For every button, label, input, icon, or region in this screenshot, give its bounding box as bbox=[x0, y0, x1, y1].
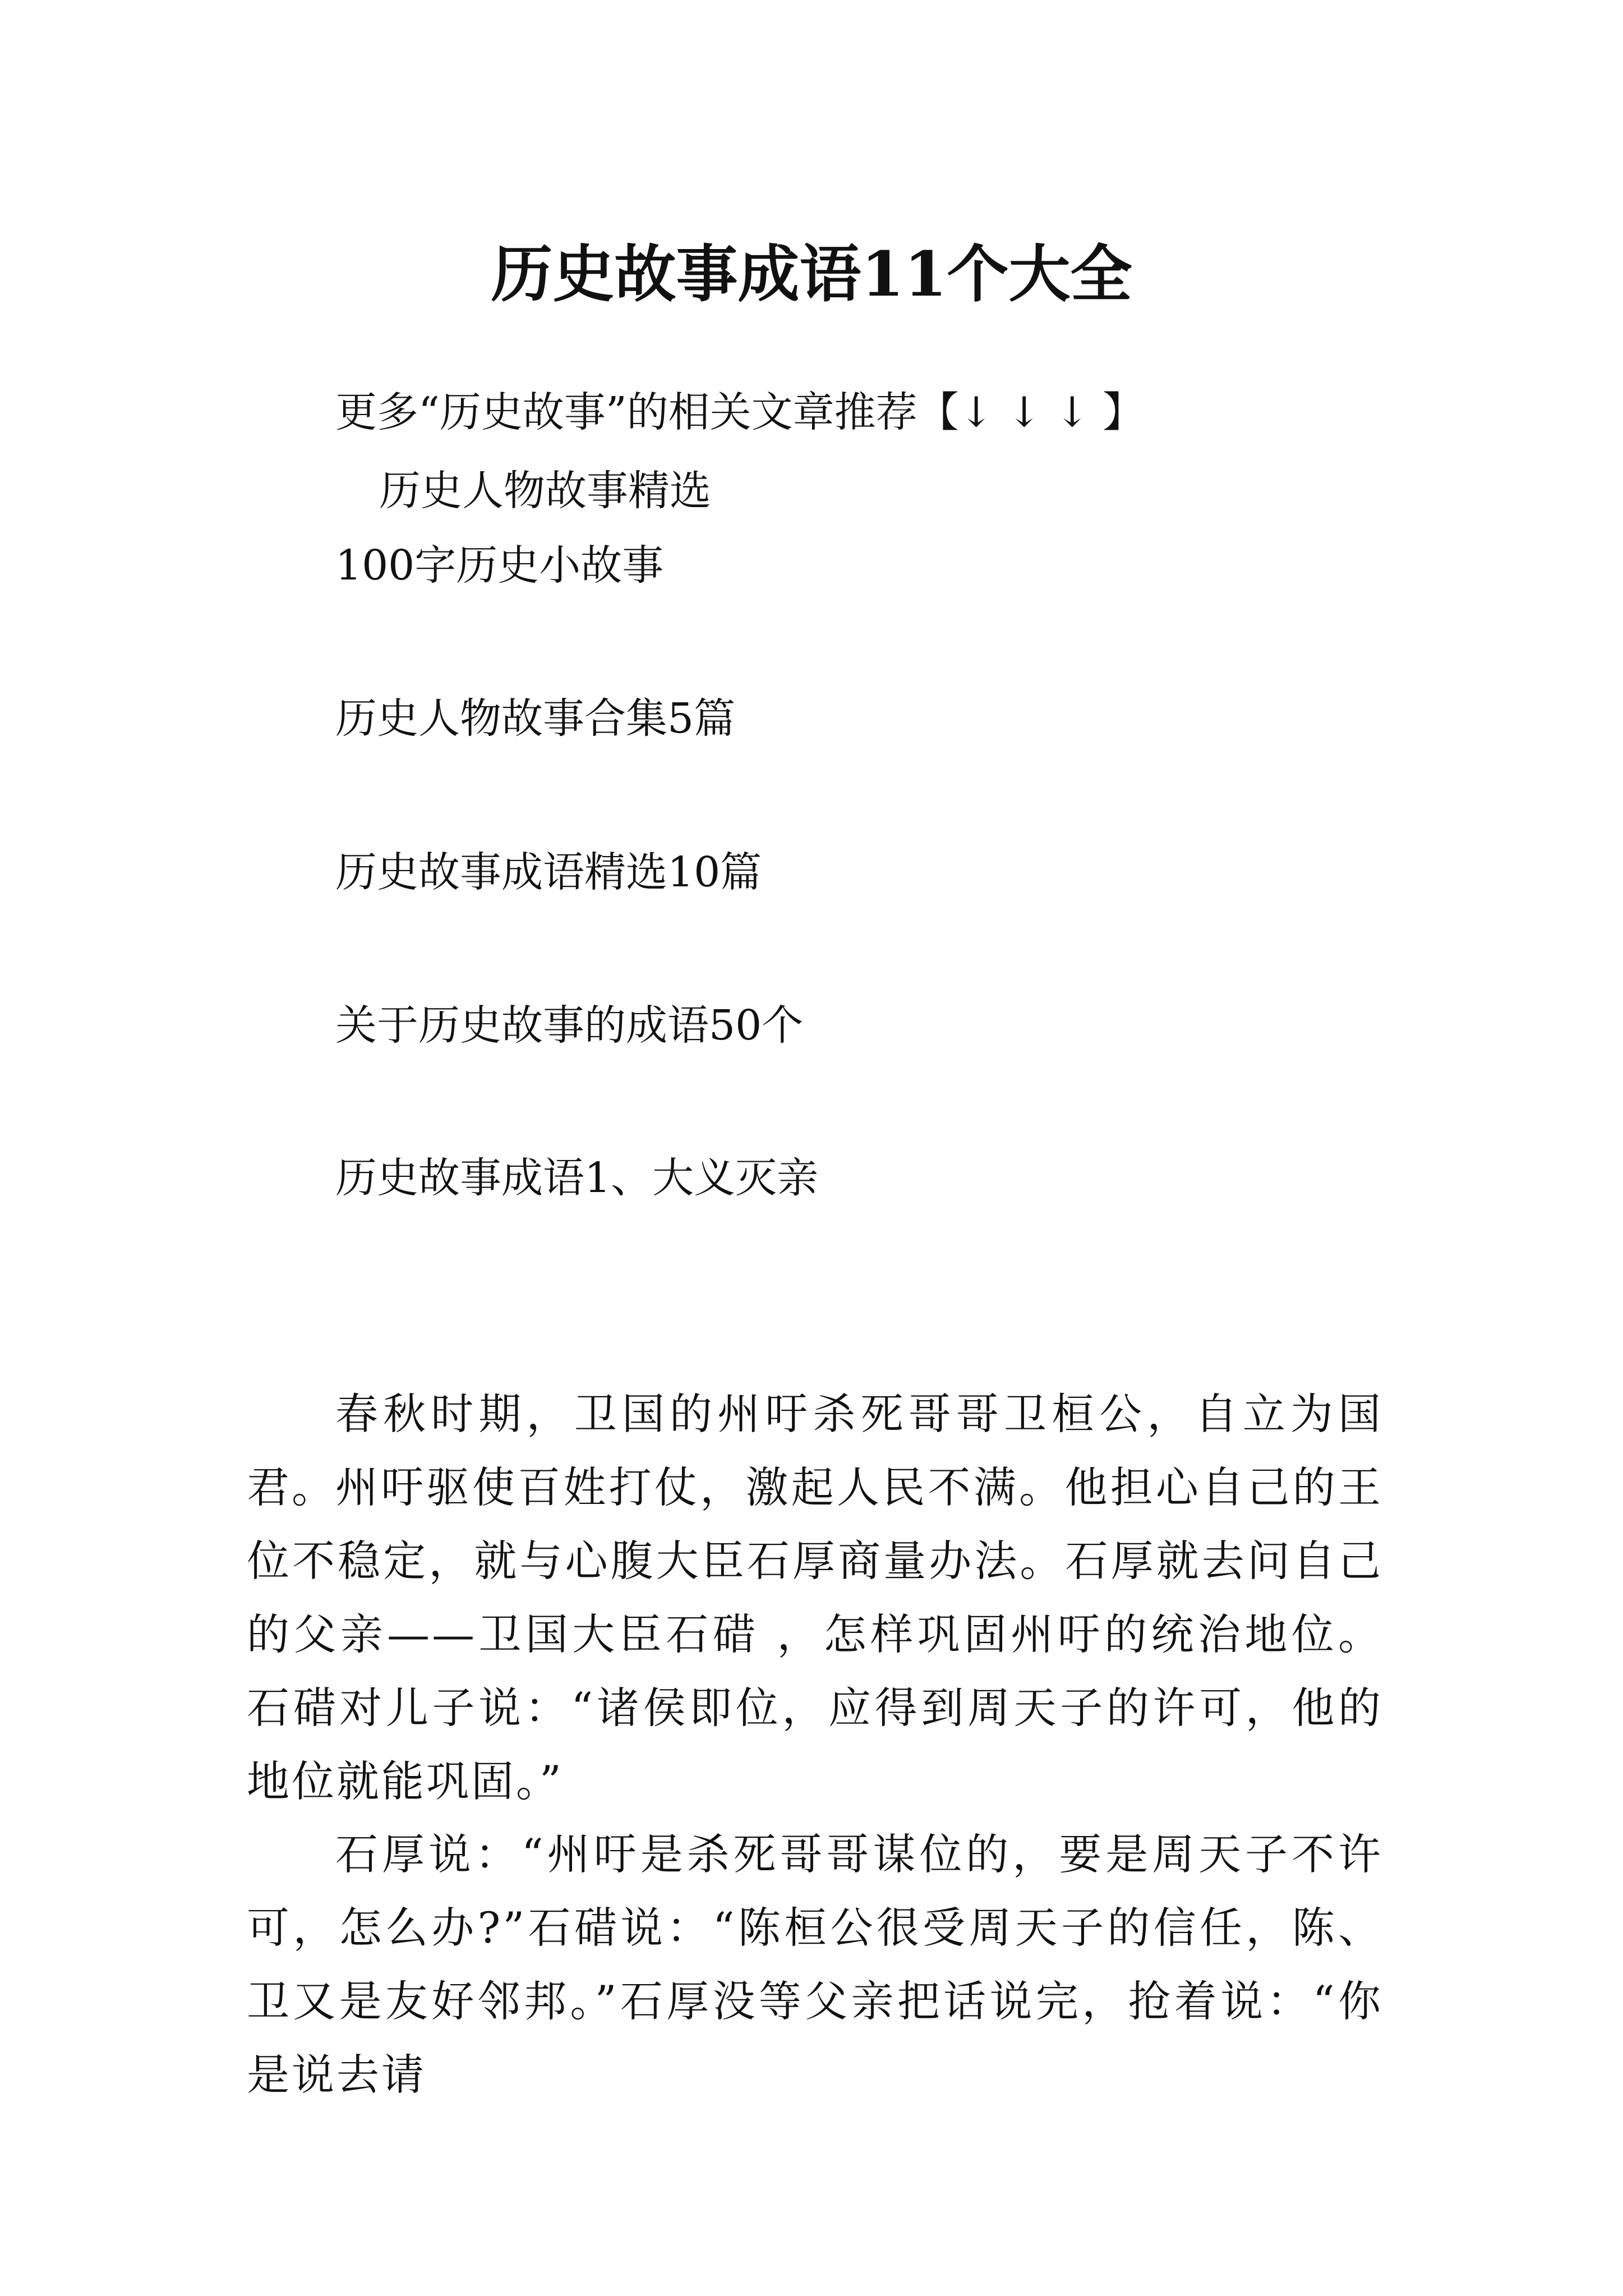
recommendation-link[interactable]: 关于历史故事的成语50个 bbox=[335, 1001, 804, 1050]
recommendations-heading: 更多“历史故事”的相关文章推荐【↓ ↓ ↓ 】 bbox=[335, 388, 1145, 436]
body-paragraph: 春秋时期，卫国的州吁杀死哥哥卫桓公，自立为国君。 bbox=[247, 1389, 1383, 1512]
body-paragraph: 州吁驱使百姓打仗，激起人民不满。他担心自己的王位不稳定，就与心腹大臣石厚商量办法。石厚就去问自己的父亲——卫国大臣石碏 ，怎样巩固州吁的统治地位。石碏对儿子说：“诸侯即位，应得到周天子的许可，他的地位就能巩固。” bbox=[247, 1462, 1383, 1806]
recommendation-link[interactable]: 历史人物故事精选 bbox=[379, 467, 711, 515]
recommendation-link[interactable]: 历史故事成语精选10篇 bbox=[335, 848, 762, 896]
document-title: 历史故事成语11个大全 bbox=[491, 237, 1132, 310]
body-paragraph: 石厚说：“州吁是杀死哥哥谋位的，要是周天子不许可，怎么办?”石碏说：“陈桓公很受周天子的信任，陈、卫又是友好邻邦。”石厚没等父亲把话说完，抢着说：“你是说去请 bbox=[247, 1829, 1383, 2100]
section-heading: 历史故事成语1、大义灭亲 bbox=[335, 1154, 819, 1202]
recommendation-link[interactable]: 100字历史小故事 bbox=[335, 541, 664, 590]
recommendation-link[interactable]: 历史人物故事合集5篇 bbox=[335, 694, 736, 743]
